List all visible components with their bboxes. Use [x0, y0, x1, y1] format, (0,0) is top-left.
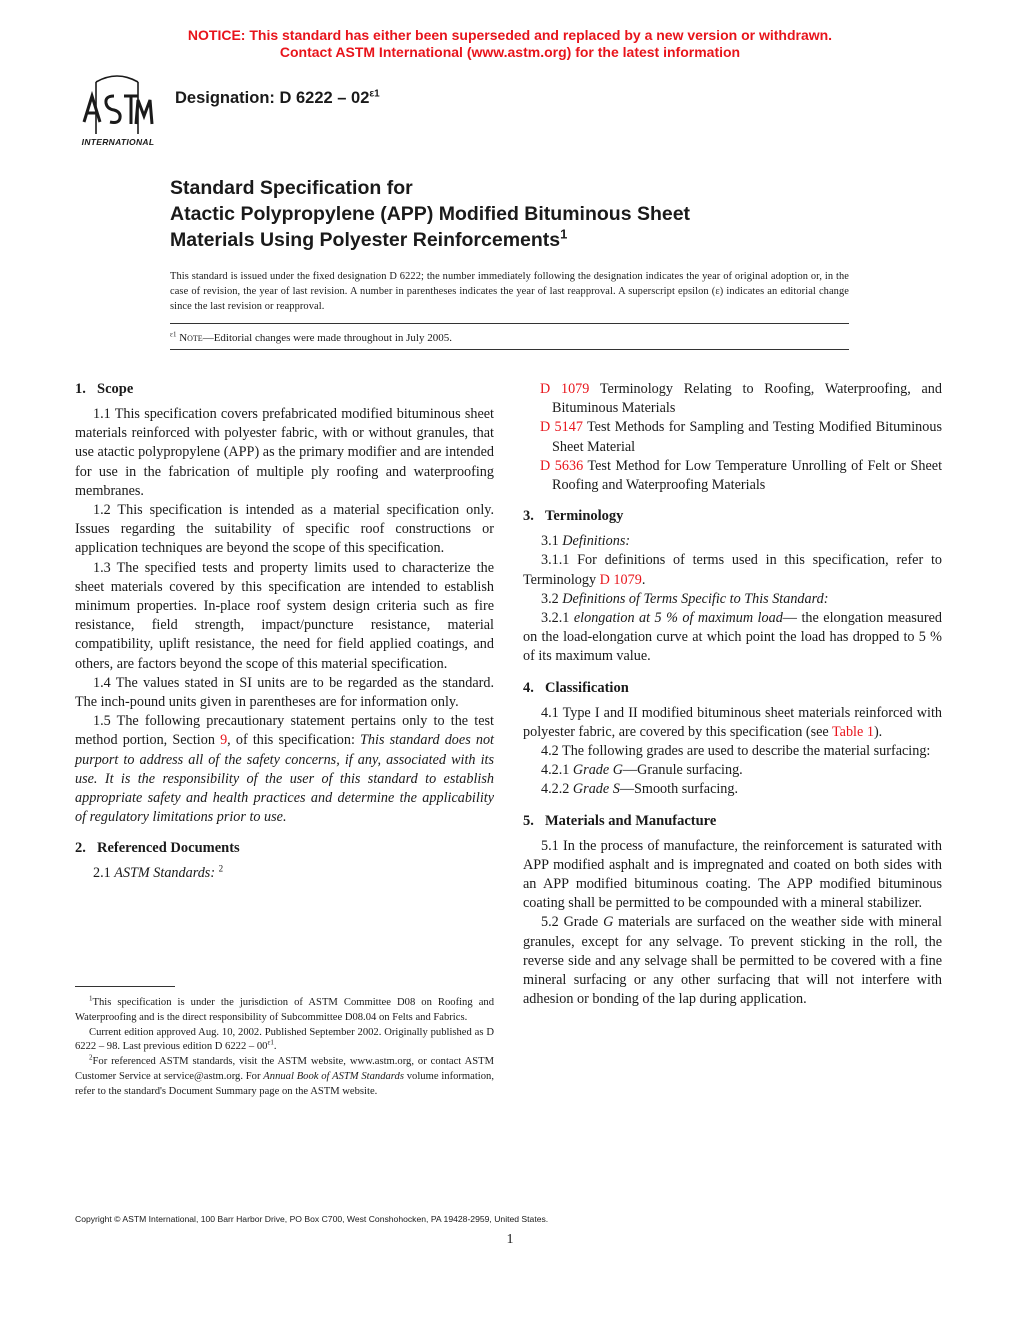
section-number: 5.: [523, 812, 534, 829]
paragraph-1-1: 1.1 This specification covers prefabricated modified bituminous sheet materials reinforced with polyester fabric, with or without granules, that use atactic polypropylene (APP) as the primary modifier and are intended for use in the fabrication of multiple ply roofing and waterproofing membranes.: [75, 406, 494, 499]
section-number: 3.: [523, 508, 534, 525]
paragraph-number: 3.2.1: [541, 610, 574, 627]
paragraph-4-2-1: [523, 761, 942, 780]
section-title: Scope: [97, 381, 134, 397]
section-number: 2.: [75, 840, 86, 857]
paragraph-4-1: [523, 704, 942, 742]
paragraph-italic: Definitions:: [562, 533, 631, 550]
footnote-1: [75, 996, 494, 1026]
section-9-link[interactable]: 9: [220, 732, 228, 749]
paragraph-number: 4.2.2: [541, 781, 573, 798]
editorial-note: [170, 331, 452, 345]
paragraph-text: —Granule surfacing.: [622, 762, 743, 779]
editorial-note-text: —Editorial changes were made throughout in July 2005.: [202, 332, 452, 344]
footnotes: [75, 996, 494, 1100]
section-terminology-heading: [523, 507, 942, 526]
paragraph-text: 4.1 Type I and II modified bituminous sheet materials reinforced with polyester fabric, are covered by this specification (see: [523, 704, 942, 740]
designation-epsilon: ε1: [369, 88, 380, 100]
reference-item: [523, 418, 942, 456]
header-rule: [170, 323, 849, 324]
title-line-1: Standard Specification for: [170, 177, 413, 199]
terminology-d1079-link[interactable]: D 1079: [599, 571, 642, 588]
paragraph-4-2: 4.2 The following grades are used to describe the material surfacing:: [541, 743, 931, 760]
logo-subtext: INTERNATIONAL: [81, 137, 155, 147]
footnote-marker: 2: [218, 863, 224, 874]
document-title: [170, 175, 870, 253]
grade-name: Grade G: [572, 762, 623, 779]
paragraph-3-2-1: [523, 609, 942, 667]
section-title: Terminology: [545, 508, 624, 525]
paragraph-2-1: [75, 864, 494, 883]
paragraph-1-5: [75, 712, 494, 827]
paragraph-italic: ASTM Standards:: [114, 865, 216, 882]
section-number: 1.: [75, 381, 86, 397]
paragraph-3-2: [523, 590, 942, 609]
paragraph-text: —Smooth surfacing.: [619, 781, 739, 798]
footnote-italic: Annual Book of ASTM Standards: [263, 1070, 404, 1082]
section-number: 4.: [523, 679, 534, 696]
footnote-1-edition: [75, 1026, 494, 1056]
paragraph-1-3: 1.3 The specified tests and property limits used to characterize the sheet materials covered by this specification are intended to establish minimum properties. In-place roof system design criteria such as fire resistance, field strength, impact/puncture resistance, material compatibility, uplift resistance, the need for field applied coatings, and others, are factors beyond the scope of this material specification.: [75, 559, 494, 672]
table-1-link[interactable]: Table 1: [831, 723, 874, 740]
section-materials-heading: [523, 812, 942, 831]
section-refdocs-heading: [75, 839, 494, 858]
paragraph-text: , of this specification:: [227, 732, 361, 749]
footnote-rule: [75, 986, 175, 987]
footnote-text: For referenced ASTM standards, visit the ASTM website, www.astm.org, or contact ASTM Customer Service at service@astm.org. For: [75, 1056, 494, 1082]
grade-name: Grade S: [572, 781, 620, 798]
reference-link-d1079[interactable]: D 1079: [540, 381, 590, 397]
withdrawal-notice: [0, 27, 1020, 61]
title-line-3: Materials Using Polyester Reinforcements: [170, 229, 561, 251]
footnote-text: .: [273, 1041, 277, 1053]
footnote-marker: 2: [89, 1053, 93, 1062]
paragraph-4-2-2: [523, 780, 942, 799]
paragraph-number: 3.2: [541, 590, 563, 607]
paragraph-1-2: 1.2 This specification is intended as a material specification only. Issues regarding the suitability of specific roof constructions or application techniques are beyond the scope of this specification.: [75, 502, 494, 557]
section-scope-heading: [75, 380, 494, 399]
copyright-line: Copyright © ASTM International, 100 Barr Harbor Drive, PO Box C700, West Conshohocken, PA 19428-2959, United States.: [75, 1214, 549, 1224]
paragraph-3-1-1: [523, 551, 942, 589]
notice-line-1: NOTICE: This standard has either been superseded and replaced by a new version or withdrawn.: [187, 27, 833, 43]
footnote-epsilon: ε1: [267, 1038, 274, 1047]
paragraph-italic: Definitions of Terms Specific to This Standard:: [562, 590, 829, 607]
reference-item: [523, 457, 942, 495]
section-title: Classification: [545, 679, 629, 696]
footnote-marker: 1: [89, 994, 93, 1003]
footnote-text: volume information, refer to the standard's Document Summary page on the ASTM website.: [75, 1070, 494, 1097]
footnote-text: Current edition approved Aug. 10, 2002. Published September 2002. Originally published as D 6222 – 98. Last previous edition D 6222 – 00: [75, 1026, 494, 1053]
reference-title: Test Methods for Sampling and Testing Modified Bituminous Sheet Material: [552, 419, 942, 455]
issuance-statement: This standard is issued under the fixed designation D 6222; the number immediately following the designation indicates the year of original adoption or, in the case of revision, the year of last revision. A number in parentheses indicates the year of last reapproval. A superscript epsilon (ε) indicates an editorial change since the last revision or reapproval.: [170, 271, 849, 312]
header-rule-2: [170, 349, 849, 350]
paragraph-3-1: [523, 532, 942, 551]
paragraph-text: 3.1.1 For definitions of terms used in this specification, refer to Terminology: [523, 552, 942, 588]
paragraph-5-2: [523, 913, 942, 1009]
footnote-2: [75, 1055, 494, 1099]
notice-line-2: Contact ASTM International (www.astm.org) for the latest information: [279, 44, 741, 60]
grade-name: G: [603, 914, 614, 931]
paragraph-text: 5.2 Grade: [541, 914, 604, 931]
footnote-text: This specification is under the jurisdiction of ASTM Committee D08 on Roofing and Waterproofing and is the direct responsibility of Subcommittee D08.04 on Felts and Fabrics.: [75, 997, 494, 1023]
designation: [175, 89, 380, 108]
left-column: [75, 380, 494, 884]
reference-link-d5147[interactable]: D 5147: [540, 419, 583, 436]
paragraph-number: 2.1: [93, 865, 115, 882]
right-column: [523, 380, 942, 1009]
paragraph-number: 4.2.1: [541, 762, 573, 779]
page-number: 1: [506, 1232, 514, 1247]
safety-caveat: This standard does not purport to address all of the safety concerns, if any, associated with its use. It is the responsibility of the user of this standard to establish appropriate safety and health practices and determine the applicability of regulatory limitations prior to use.: [75, 732, 494, 826]
title-footnote-marker: 1: [560, 226, 568, 242]
section-title: Materials and Manufacture: [545, 812, 717, 829]
reference-title: Terminology Relating to Roofing, Waterproofing, and Bituminous Materials: [552, 381, 942, 417]
designation-label: Designation: D 6222 – 02: [175, 89, 370, 107]
paragraph-text: materials are surfaced on the weather side with mineral granules, except for any selvage. To prevent sticking in the roll, the reverse side and any selvage shall be permitted to be covered with a fine mineral surfacing or any other surfacing that will not interfere with adhesion or bonding of the lap during application.: [523, 914, 942, 1008]
paragraph-text: ).: [873, 723, 883, 740]
defined-term: elongation at 5 % of maximum load: [573, 610, 783, 627]
editorial-note-prefix: Note: [179, 332, 203, 344]
section-title: Referenced Documents: [97, 840, 240, 857]
paragraph-text: 1.5 The following precautionary statement pertains only to the test method portion, Section: [75, 713, 494, 749]
paragraph-text: .: [641, 571, 646, 588]
paragraph-1-4: 1.4 The values stated in SI units are to be regarded as the standard. The inch-pound units given in parentheses are for information only.: [75, 674, 494, 711]
section-classification-heading: [523, 679, 942, 698]
title-line-2: Atactic Polypropylene (APP) Modified Bituminous Sheet: [170, 203, 691, 225]
reference-title: Test Method for Low Temperature Unrolling of Felt or Sheet Roofing and Waterproofing Materials: [552, 457, 943, 494]
reference-item: [523, 380, 942, 418]
paragraph-5-1: 5.1 In the process of manufacture, the reinforcement is saturated with APP modified asphalt and is impregnated and coated on both sides with an APP modified bituminous coating. The APP modified bituminous coating shall be permitted to be compounded with a mineral stabilizer.: [523, 837, 942, 912]
astm-logo: [76, 74, 160, 150]
paragraph-number: 3.1: [541, 533, 563, 550]
definition-text: — the elongation measured on the load-elongation curve at which point the load has dropped to 5 % of its maximum value.: [523, 610, 942, 665]
editorial-note-epsilon: ε1: [170, 330, 177, 339]
reference-link-d5636[interactable]: D 5636: [540, 457, 584, 474]
